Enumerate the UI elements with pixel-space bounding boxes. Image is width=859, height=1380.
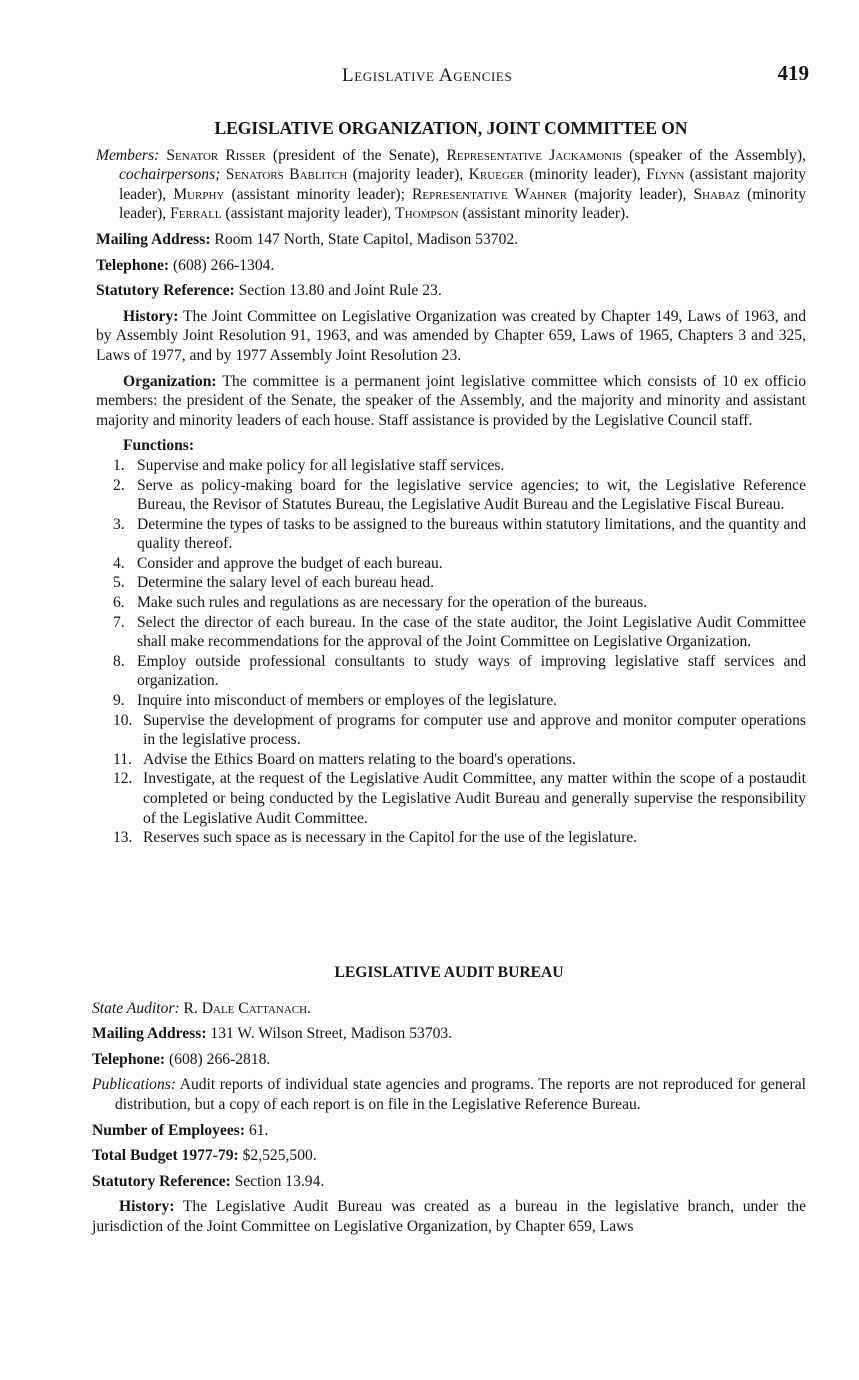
- function-number: 10.: [113, 711, 133, 729]
- organization-paragraph: [96, 372, 806, 431]
- function-item: [113, 515, 806, 554]
- member-name: Representative Wahner: [412, 185, 568, 203]
- member-role: (speaker of the Assembly),: [621, 146, 806, 164]
- function-text: Make such rules and regulations as are necessary for the operation of the bureaus.: [137, 594, 648, 612]
- employees-label: Number of Employees:: [92, 1121, 246, 1139]
- state-auditor: [92, 999, 806, 1019]
- telephone-label: Telephone:: [96, 256, 170, 274]
- telephone-value: (608) 266-2818.: [165, 1050, 271, 1068]
- member-role: (assistant minority leader).: [458, 205, 630, 223]
- auditor-label: State Auditor:: [92, 999, 180, 1017]
- statutory-label: Statutory Reference:: [92, 1172, 231, 1190]
- cochair-label: cochairpersons;: [119, 166, 221, 184]
- history-text: The Legislative Audit Bureau was created as a bureau in the legislative branch, under the jurisdiction of the Joint Committee on Legislative Organization, by Chapter 659, Laws: [92, 1198, 806, 1235]
- member-name: Krueger: [468, 166, 524, 184]
- member-name: Senator Risser: [166, 146, 266, 164]
- function-item: [113, 691, 806, 711]
- functions-heading: Functions:: [123, 437, 195, 455]
- member-role: (assistant majority leader),: [221, 205, 396, 223]
- function-number: 12.: [113, 770, 133, 788]
- function-item: [113, 476, 806, 515]
- member-role: (minority leader),: [119, 185, 807, 223]
- publications-label: Publications:: [92, 1076, 177, 1094]
- member-role: (majority leader),: [567, 185, 694, 203]
- member-name: Flynn: [646, 166, 685, 184]
- auditor-name: R. Dale Cattanach.: [183, 999, 311, 1017]
- mailing-address: [96, 230, 806, 250]
- function-item: [113, 711, 806, 750]
- number-of-employees: [92, 1121, 806, 1141]
- history-label: History:: [123, 307, 179, 325]
- mailing-value: Room 147 North, State Capitol, Madison 53702.: [210, 230, 519, 248]
- member-role: (assistant majority leader),: [119, 166, 807, 203]
- publications-text: Audit reports of individual state agencies and programs. The reports are not reproduced for general distribution, but a copy of each report is on file in the Legislative Reference Bureau.: [115, 1076, 806, 1113]
- mailing-address: [92, 1024, 806, 1044]
- telephone-value: (608) 266-1304.: [169, 256, 275, 274]
- mailing-label: Mailing Address:: [96, 230, 211, 248]
- function-item: [113, 750, 806, 770]
- mailing-value: 131 W. Wilson Street, Madison 53703.: [206, 1025, 453, 1043]
- function-number: 5.: [113, 574, 125, 592]
- employees-value: 61.: [245, 1121, 269, 1139]
- history-paragraph: [96, 307, 806, 366]
- function-number: 1.: [113, 456, 125, 474]
- function-number: 2.: [113, 476, 125, 494]
- statutory-value: Section 13.94.: [230, 1172, 325, 1190]
- telephone: [96, 256, 806, 276]
- function-number: 9.: [113, 692, 125, 710]
- member-name: Murphy: [173, 185, 225, 203]
- function-item: [113, 573, 806, 593]
- member-role: (minority leader),: [523, 166, 647, 184]
- page-number: 419: [777, 61, 809, 85]
- total-budget: [92, 1146, 806, 1166]
- statutory-reference: [96, 281, 806, 301]
- member-role: (majority leader),: [347, 166, 469, 184]
- member-name: Representative Jackamonis: [446, 146, 622, 164]
- function-number: 6.: [113, 594, 125, 612]
- member-role: (assistant minority leader);: [224, 185, 413, 203]
- telephone-label: Telephone:: [92, 1050, 166, 1068]
- function-number: 13.: [113, 829, 133, 847]
- history-label: History:: [119, 1198, 175, 1216]
- statutory-label: Statutory Reference:: [96, 282, 235, 300]
- telephone: [92, 1050, 806, 1070]
- budget-label: Total Budget 1977-79:: [92, 1147, 239, 1165]
- member-name: Thompson: [395, 205, 459, 223]
- member-name: Shabaz: [693, 185, 741, 203]
- members-entry: [96, 146, 806, 224]
- function-number: 8.: [113, 652, 125, 670]
- function-item: [113, 554, 806, 574]
- history-paragraph: [92, 1197, 806, 1236]
- statutory-reference: [92, 1172, 806, 1192]
- mailing-label: Mailing Address:: [92, 1025, 207, 1043]
- function-item: [113, 593, 806, 613]
- function-text: Serve as policy-making board for the legislative service agencies; to wit, the Legislative Reference Bureau, the Revisor of Statutes Bureau, the Legislative Audit Bureau and the Legislative Fiscal Bureau.: [137, 476, 806, 514]
- function-text: Determine the types of tasks to be assigned to the bureaus within statutory limitations, and the quantity and quality thereof.: [137, 515, 806, 553]
- history-text: The Joint Committee on Legislative Organization was created by Chapter 149, Laws of 1963, and by Assembly Joint Resolution 91, 1963, and was amended by Chapter 659, Laws of 1965, Chapters 3 and 325, Laws of 1977, and by 1977 Assembly Joint Resolution 23.: [96, 307, 806, 364]
- statutory-value: Section 13.80 and Joint Rule 23.: [234, 282, 442, 300]
- joint-committee-section: [96, 119, 806, 848]
- section-title: LEGISLATIVE ORGANIZATION, JOINT COMMITTEE ON: [214, 118, 688, 138]
- member-role: (president of the Senate),: [265, 146, 447, 164]
- function-text: Reserves such space as is necessary in the Capitol for the use of the legislature.: [143, 829, 638, 847]
- functions-block: [96, 436, 806, 847]
- function-text: Determine the salary level of each bureau head.: [137, 574, 434, 592]
- publications-entry: [92, 1075, 806, 1114]
- function-text: Investigate, at the request of the Legislative Audit Committee, any matter within the scope of a postaudit completed or being conducted by the Legislative Audit Bureau and generally supervise the responsibility of the Legislative Audit Committee.: [143, 770, 806, 827]
- running-head: Legislative Agencies: [342, 65, 513, 86]
- function-item: [113, 652, 806, 691]
- function-text: Consider and approve the budget of each bureau.: [137, 554, 443, 572]
- organization-text: The committee is a permanent joint legislative committee which consists of 10 ex officio members: the president of the Senate, the speaker of the Assembly, and the majority and minority and assistant majority and minority leaders of each house. Staff assistance is provided by the Legislative Council staff.: [96, 372, 806, 429]
- organization-label: Organization:: [123, 372, 217, 390]
- section-title: LEGISLATIVE AUDIT BUREAU: [334, 964, 564, 981]
- audit-bureau-section: [92, 963, 806, 1237]
- budget-value: $2,525,500.: [238, 1147, 317, 1165]
- function-number: 7.: [113, 613, 125, 631]
- member-name: Senators Bablitch: [225, 166, 348, 184]
- function-item: [113, 828, 806, 848]
- function-item: [113, 769, 806, 828]
- function-number: 4.: [113, 554, 125, 572]
- functions-list: [113, 456, 806, 848]
- function-text: Select the director of each bureau. In the case of the state auditor, the Joint Legislative Audit Committee shall make recommendations for the approval of the Joint Committee on Legislative Organization.: [137, 613, 806, 651]
- function-number: 3.: [113, 515, 125, 533]
- function-text: Employ outside professional consultants to study ways of improving legislative staff services and organization.: [137, 652, 806, 690]
- function-number: 11.: [113, 750, 132, 768]
- function-text: Supervise and make policy for all legislative staff services.: [137, 456, 505, 474]
- function-item: [113, 613, 806, 652]
- function-item: [113, 456, 806, 476]
- member-name: Ferrall: [170, 205, 222, 223]
- members-label: Members:: [96, 146, 160, 164]
- function-text: Inquire into misconduct of members or employes of the legislature.: [137, 692, 558, 710]
- function-text: Advise the Ethics Board on matters relating to the board's operations.: [143, 750, 576, 768]
- function-text: Supervise the development of programs for computer use and approve and monitor computer operations in the legislative process.: [143, 711, 806, 749]
